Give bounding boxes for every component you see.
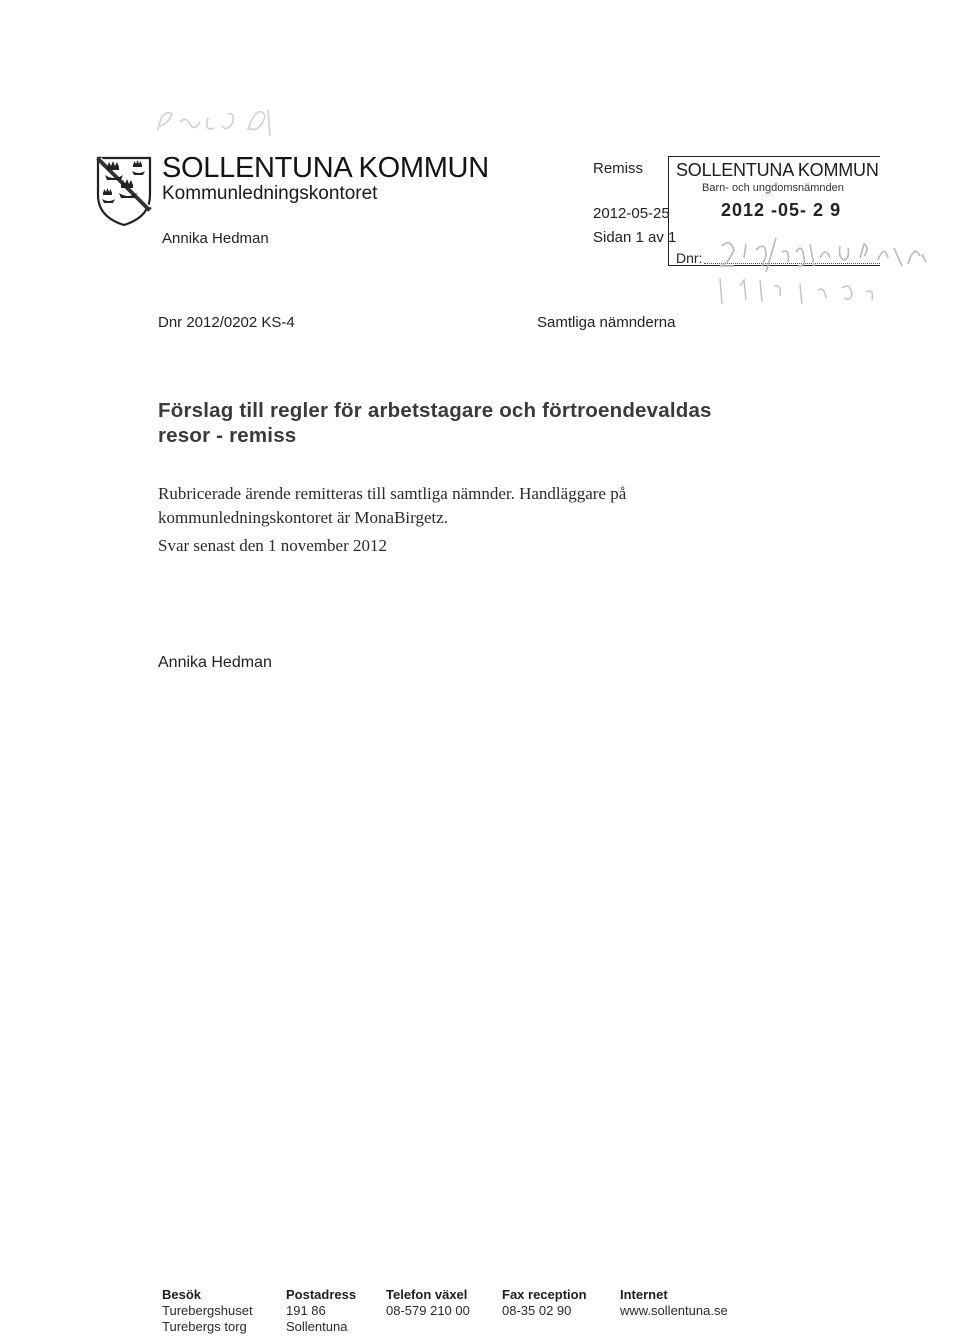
- footer-phone-heading: Telefon växel: [386, 1287, 468, 1302]
- footer-fax-heading: Fax reception: [502, 1287, 587, 1302]
- coat-of-arms-logo: [95, 155, 153, 227]
- response-deadline: Svar senast den 1 november 2012: [158, 536, 387, 555]
- faded-handwriting-mark: [150, 100, 290, 142]
- footer-visit-line2: Turebergs torg: [162, 1319, 247, 1334]
- footer-postal: [286, 1287, 356, 1335]
- footer-fax-line1: 08-35 02 90: [502, 1303, 572, 1318]
- stamp-organization: SOLLENTUNA KOMMUN: [676, 160, 879, 180]
- footer-postal-heading: Postadress: [286, 1287, 357, 1302]
- footer-fax: [502, 1287, 587, 1319]
- footer-phone-line1: 08-579 210 00: [386, 1303, 470, 1318]
- organization-name: SOLLENTUNA KOMMUN: [162, 152, 489, 184]
- document-type: Remiss: [593, 160, 644, 177]
- footer-visit: [162, 1287, 253, 1335]
- author-name: Annika Hedman: [162, 230, 269, 247]
- footer-postal-line2: Sollentuna: [286, 1319, 348, 1334]
- document-date: 2012-05-25: [593, 205, 670, 222]
- footer-postal-line1: 191 86: [286, 1303, 326, 1318]
- page-count: Sidan 1 av 1: [593, 229, 677, 246]
- document-title: Förslag till regler för arbetstagare och förtroendevaldas resor - remiss: [158, 399, 712, 447]
- footer-internet: [620, 1287, 728, 1319]
- footer-internet-link[interactable]: www.sollentuna.se: [620, 1303, 728, 1318]
- stamp-unit: Barn- och ungdomsnämnden: [702, 182, 844, 194]
- recipient: Samtliga nämnderna: [537, 314, 676, 331]
- department-name: Kommunledningskontoret: [162, 183, 378, 204]
- stamp-date: 2012 -05- 2 9: [721, 200, 842, 220]
- reference-number: Dnr 2012/0202 KS-4: [158, 314, 295, 331]
- body-paragraph: Rubricerade ärende remitteras till samtliga nämnder. Handläggare på kommunledningskontoret är MonaBirgetz.: [158, 484, 627, 527]
- stamp-dnr-label: Dnr:: [676, 250, 703, 266]
- footer-internet-heading: Internet: [620, 1287, 668, 1302]
- signature-name: Annika Hedman: [158, 654, 272, 671]
- handwritten-registration-number: [700, 228, 940, 328]
- footer-visit-line1: Turebergshuset: [162, 1303, 253, 1318]
- footer-visit-heading: Besök: [162, 1287, 202, 1302]
- footer-phone: [386, 1287, 470, 1319]
